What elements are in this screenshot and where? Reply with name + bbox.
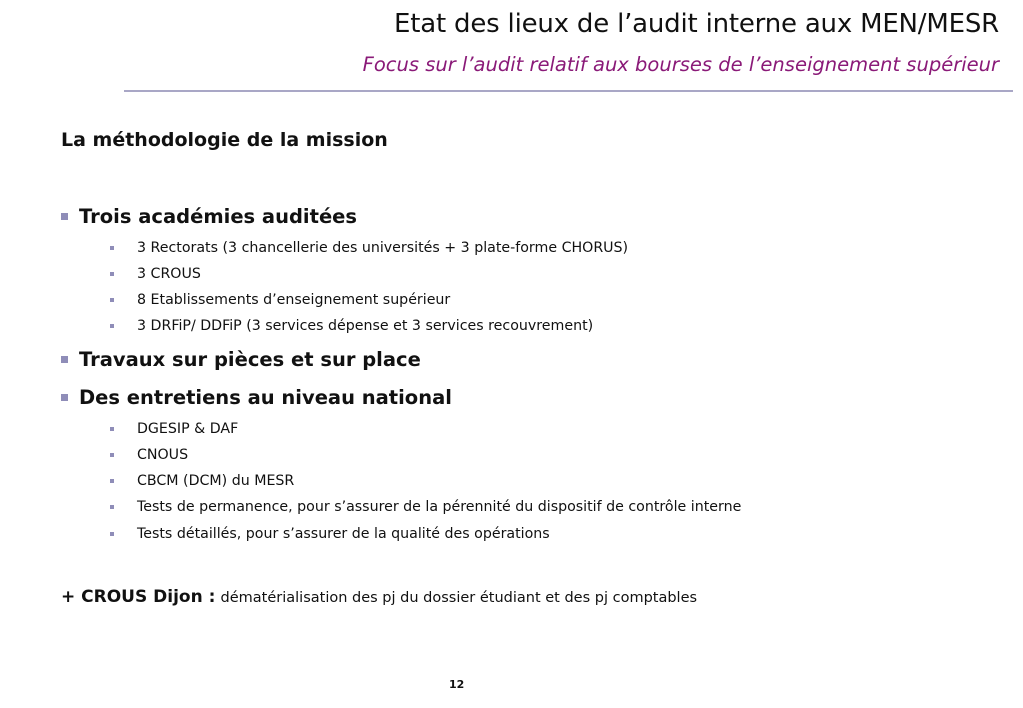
bullet-level2 bbox=[110, 421, 238, 437]
bullet-text: 8 Etablissements d’enseignement supérieur bbox=[137, 292, 451, 308]
bullet-level1 bbox=[61, 386, 452, 409]
square-bullet-icon bbox=[110, 532, 114, 536]
header-divider bbox=[124, 90, 1013, 92]
square-bullet-icon bbox=[110, 427, 114, 431]
bullet-level2 bbox=[110, 526, 550, 542]
footnote bbox=[61, 587, 697, 607]
square-bullet-icon bbox=[110, 324, 114, 328]
bullet-level2 bbox=[110, 447, 188, 463]
bullet-level2 bbox=[110, 318, 593, 334]
square-bullet-icon bbox=[61, 213, 68, 220]
bullet-text: DGESIP & DAF bbox=[137, 421, 239, 437]
bullet-text: Tests détaillés, pour s’assurer de la qualité des opérations bbox=[137, 526, 550, 542]
bullet-level2 bbox=[110, 240, 628, 256]
bullet-text: Trois académies auditées bbox=[79, 205, 357, 228]
square-bullet-icon bbox=[61, 356, 68, 363]
bullet-level2 bbox=[110, 473, 294, 489]
bullet-level2 bbox=[110, 292, 450, 308]
square-bullet-icon bbox=[110, 479, 114, 483]
slide-subtitle: Focus sur l’audit relatif aux bourses de l’enseignement supérieur bbox=[362, 53, 999, 76]
bullet-level1 bbox=[61, 205, 357, 228]
footnote-lead: + CROUS Dijon : bbox=[61, 587, 216, 607]
section-heading: La méthodologie de la mission bbox=[61, 129, 388, 151]
page-number: 12 bbox=[449, 678, 465, 691]
bullet-text: Travaux sur pièces et sur place bbox=[79, 348, 421, 371]
square-bullet-icon bbox=[61, 394, 68, 401]
bullet-text: Des entretiens au niveau national bbox=[79, 386, 452, 409]
square-bullet-icon bbox=[110, 298, 114, 302]
bullet-text: CNOUS bbox=[137, 447, 189, 463]
bullet-level2 bbox=[110, 266, 201, 282]
bullet-text: CBCM (DCM) du MESR bbox=[137, 473, 295, 489]
footnote-text: dématérialisation des pj du dossier étudiant et des pj comptables bbox=[220, 590, 698, 606]
square-bullet-icon bbox=[110, 453, 114, 457]
bullet-text: 3 Rectorats (3 chancellerie des universités + 3 plate-forme CHORUS) bbox=[137, 240, 629, 256]
bullet-level1 bbox=[61, 348, 421, 371]
square-bullet-icon bbox=[110, 272, 114, 276]
square-bullet-icon bbox=[110, 505, 114, 509]
slide-title: Etat des lieux de l’audit interne aux MEN/MESR bbox=[394, 9, 999, 39]
square-bullet-icon bbox=[110, 246, 114, 250]
bullet-text: 3 DRFiP/ DDFiP (3 services dépense et 3 services recouvrement) bbox=[137, 318, 594, 334]
bullet-level2 bbox=[110, 499, 741, 515]
bullet-text: 3 CROUS bbox=[137, 266, 201, 282]
bullet-text: Tests de permanence, pour s’assurer de la pérennité du dispositif de contrôle interne bbox=[137, 499, 742, 515]
